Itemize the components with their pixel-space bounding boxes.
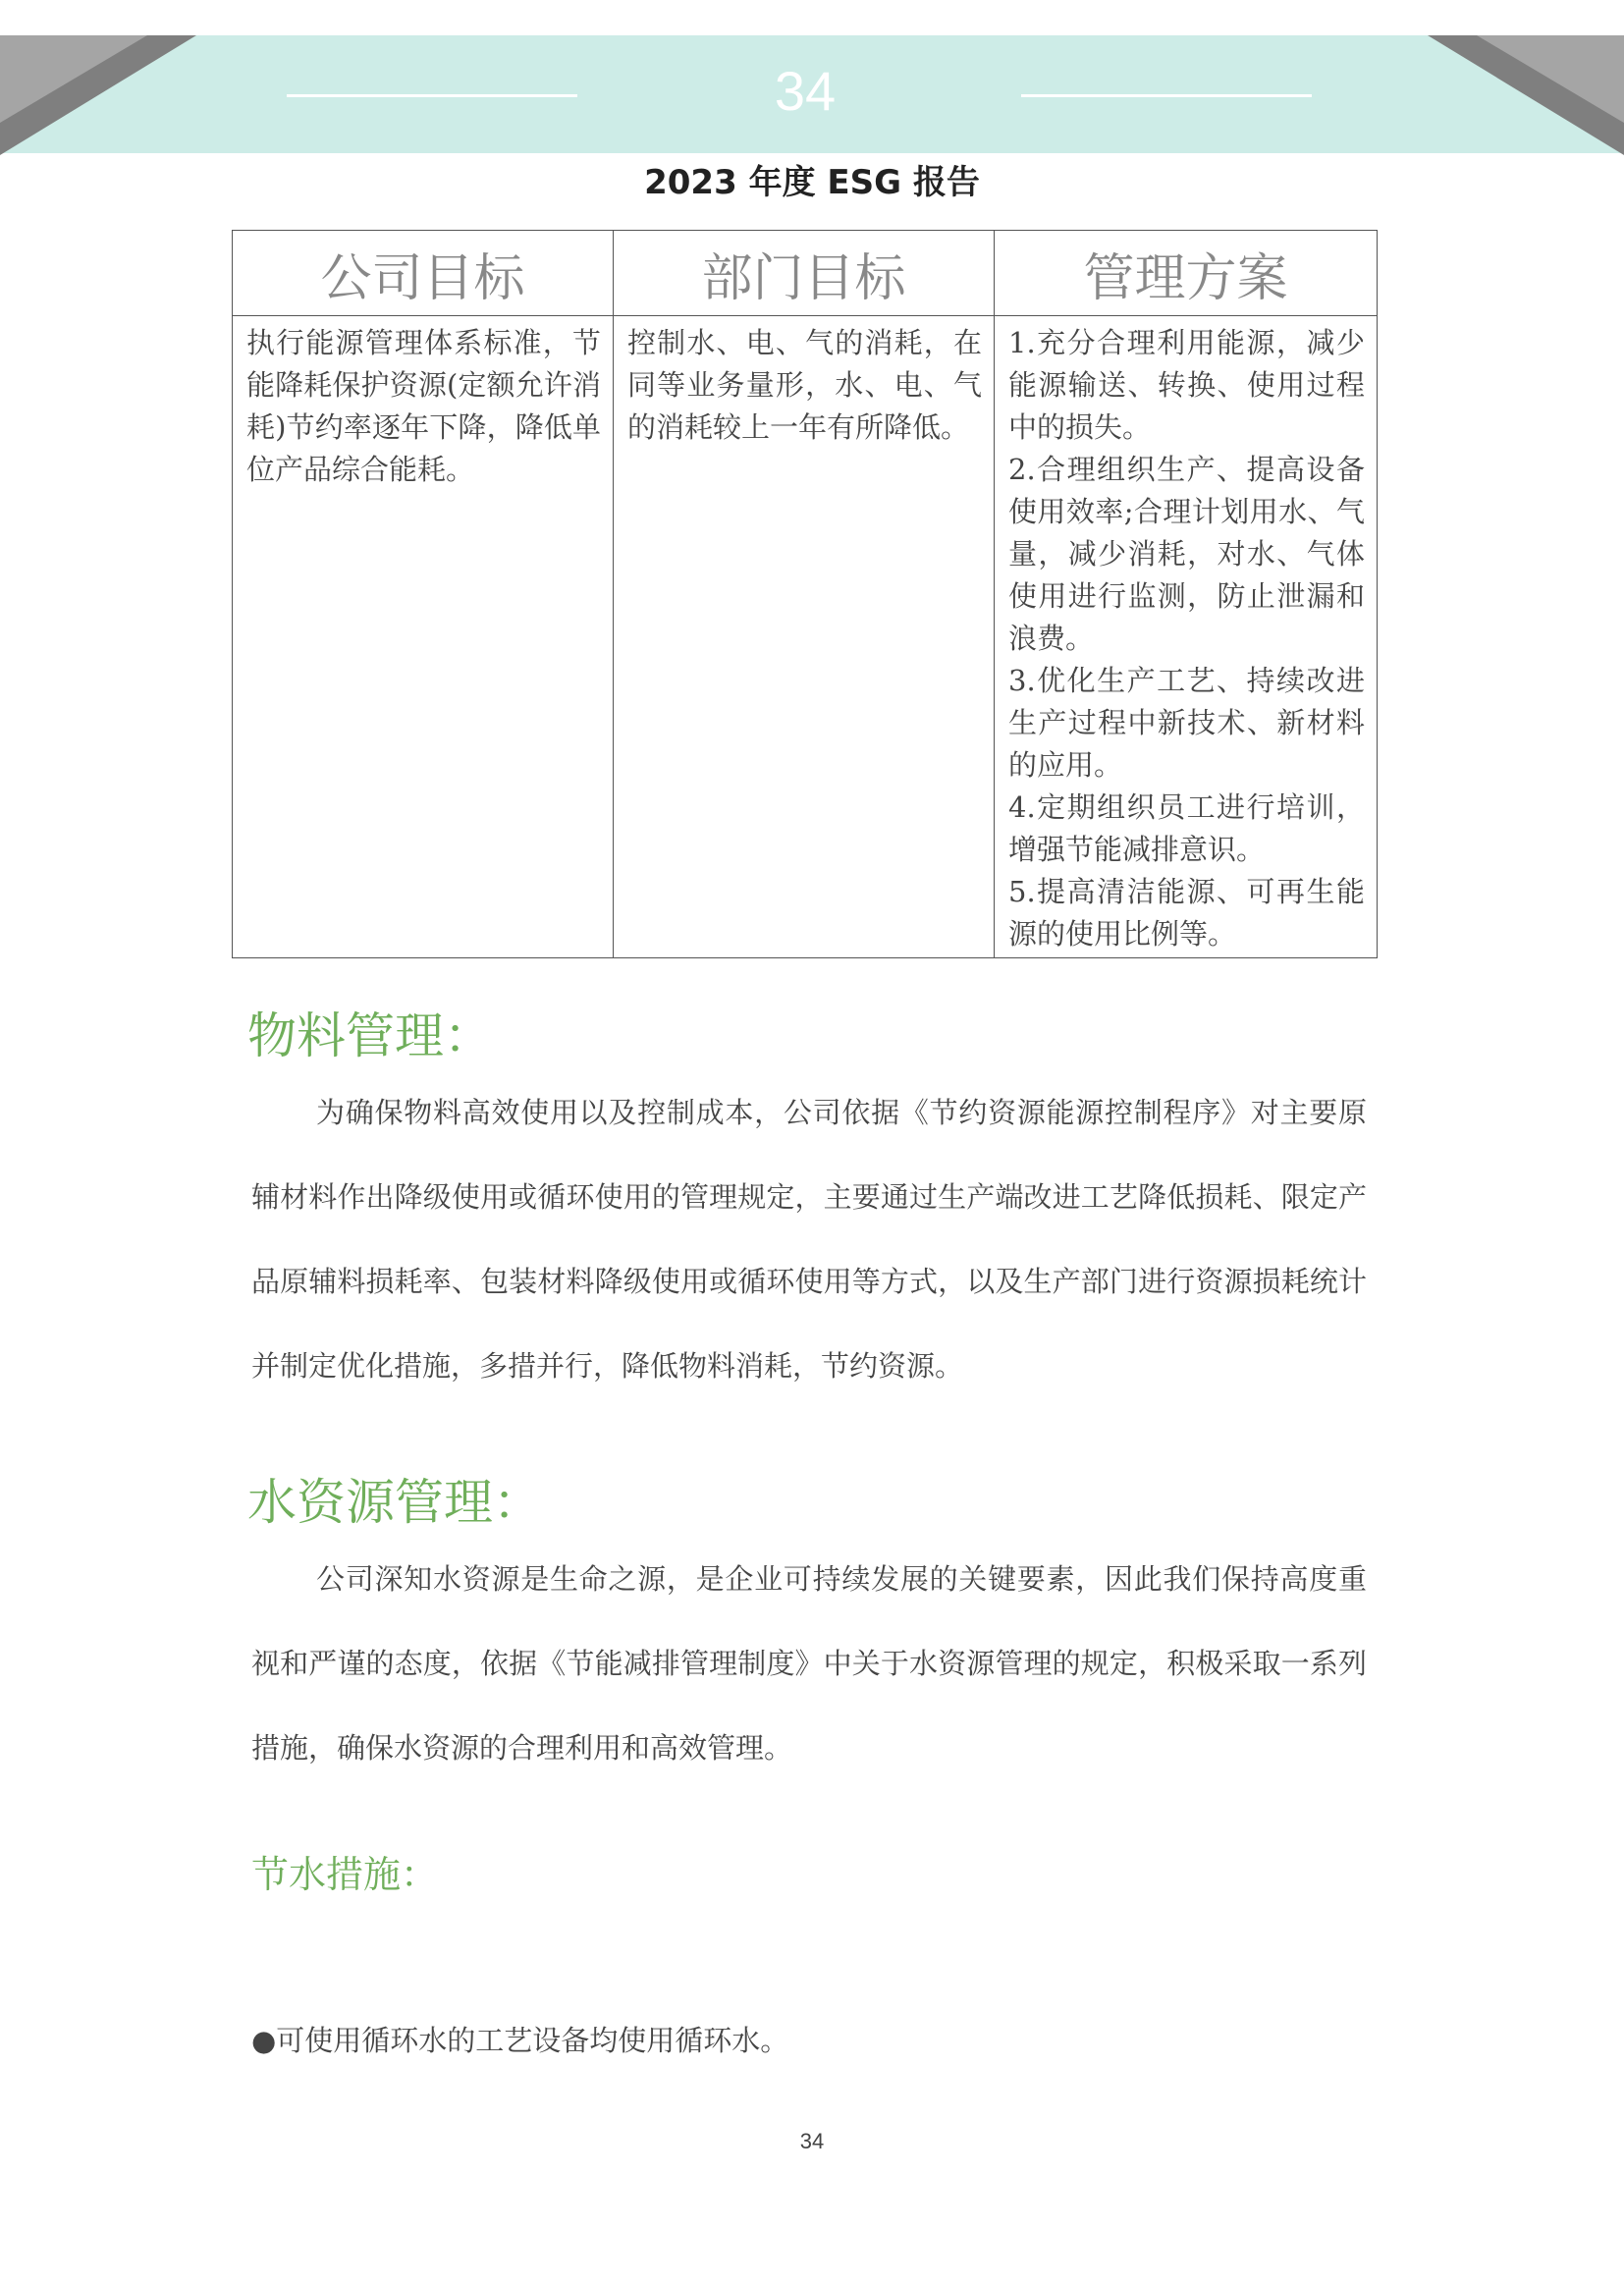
plan-item: 4.定期组织员工进行培训，增强节能减排意识。	[1008, 790, 1365, 866]
header-department-goal: 部门目标	[614, 231, 995, 316]
plan-item: 2.合理组织生产、提高设备使用效率;合理计划用水、气量，减少消耗，对水、气体使用进行监测，防止泄漏和浪费。	[1008, 453, 1365, 655]
header-page-number: 34	[774, 60, 837, 122]
plan-item: 1.充分合理利用能源，减少能源输送、转换、使用过程中的损失。	[1008, 326, 1365, 444]
water-section-title: 水资源管理：	[247, 1474, 542, 1531]
water-paragraph: 公司深知水资源是生命之源，是企业可持续发展的关键要素，因此我们保持高度重视和严谨的态度，依据《节能减排管理制度》中关于水资源管理的规定，积极采取一系列措施，确保水资源的合理利用和高效管理。	[251, 1562, 1367, 1765]
company-goal-cell: 执行能源管理体系标准，节能降耗保护资源(定额允许消耗)节约率逐年下降，降低单位产品综合能耗。	[233, 316, 614, 958]
table-row	[233, 316, 1378, 958]
header-line-left	[287, 94, 577, 97]
material-paragraph: 为确保物料高效使用以及控制成本，公司依据《节约资源能源控制程序》对主要原辅材料作出降级使用或循环使用的管理规定，主要通过生产端改进工艺降低损耗、限定产品原辅料损耗率、包装材料降级使用或循环使用等方式，以及生产部门进行资源损耗统计并制定优化措施，多措并行，降低物料消耗，节约资源。	[251, 1096, 1367, 1383]
department-goal-cell: 控制水、电、气的消耗，在同等业务量形，水、电、气的消耗较上一年有所降低。	[614, 316, 995, 958]
material-section-title: 物料管理：	[247, 1007, 493, 1064]
table-header-row	[233, 231, 1378, 316]
plan-item: 5.提高清洁能源、可再生能源的使用比例等。	[1008, 875, 1365, 951]
header-corner-left	[0, 0, 196, 155]
report-title: 2023 年度 ESG 报告	[644, 163, 980, 202]
header-line-right	[1021, 94, 1312, 97]
management-plan-cell	[995, 316, 1378, 958]
goals-table	[232, 230, 1378, 958]
footer-page-number: 34	[799, 2129, 825, 2153]
header-corner-right	[1428, 0, 1624, 155]
water-saving-title: 节水措施：	[251, 1853, 439, 1896]
plan-item: 3.优化生产工艺、持续改进生产过程中新技术、新材料的应用。	[1008, 664, 1365, 782]
header-management-plan: 管理方案	[995, 231, 1378, 316]
water-saving-bullet: ●可使用循环水的工艺设备均使用循环水。	[251, 2024, 789, 2057]
header-company-goal: 公司目标	[233, 231, 614, 316]
